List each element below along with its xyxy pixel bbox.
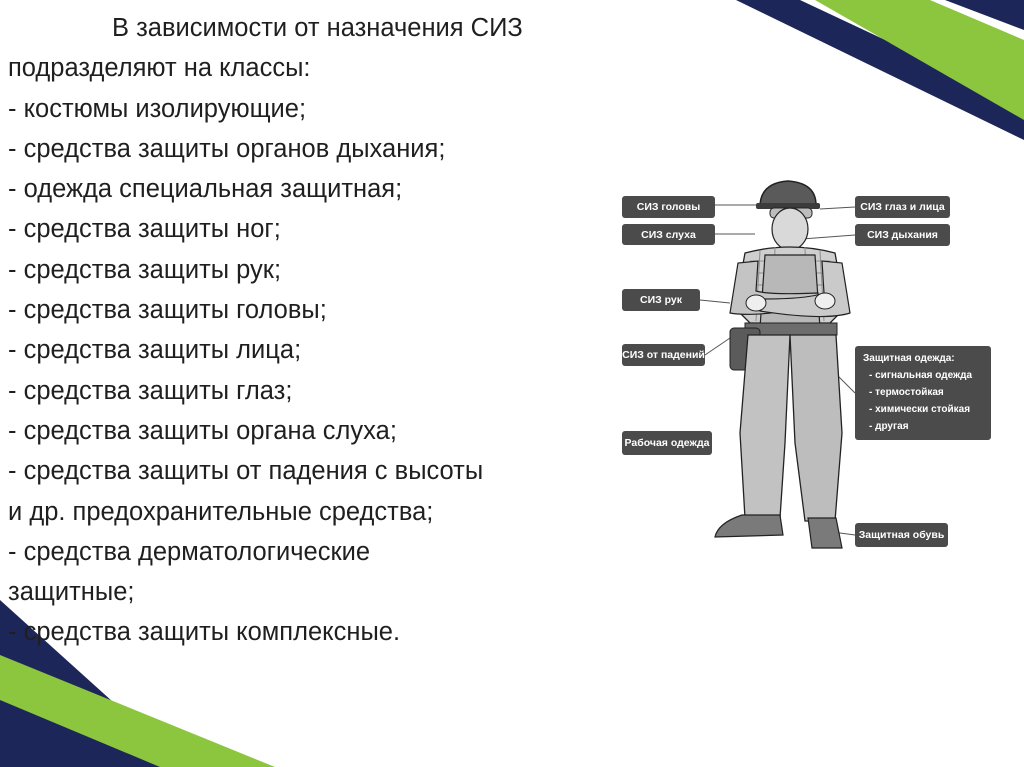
right-boot <box>808 518 842 548</box>
protective-clothing-item: - сигнальная одежда <box>869 370 973 381</box>
text-line: - костюмы изолирующие; <box>8 94 307 123</box>
text-line: защитные; <box>8 578 135 607</box>
protective-clothing-item: - другая <box>869 421 909 432</box>
text-line: - одежда специальная защитная; <box>8 175 403 204</box>
right-leg <box>790 335 842 521</box>
label-fall-ppe: СИЗ от падений <box>622 344 705 366</box>
ppe-classes-text <box>8 8 608 653</box>
label-workwear: Рабочая одежда <box>622 431 712 455</box>
text-line: - средства дерматологические <box>8 537 371 566</box>
ppe-worker-illustration <box>580 143 998 563</box>
text-line: и др. предохранительные средства; <box>8 497 434 526</box>
text-line: - средства защиты лица; <box>8 336 302 365</box>
protective-clothing-item: - термостойкая <box>869 387 944 398</box>
text-line: - средства защиты ног; <box>8 215 281 244</box>
text-line: - средства защиты глаз; <box>8 376 293 405</box>
label-head-ppe: СИЗ головы <box>622 196 715 218</box>
text-line: - средства защиты головы; <box>8 296 327 325</box>
protective-clothing-title: Защитная одежда: <box>863 353 955 364</box>
label-protective-clothing <box>855 346 991 440</box>
text-line: - средства защиты органа слуха; <box>8 416 397 445</box>
label-safety-footwear: Защитная обувь <box>855 523 948 547</box>
overalls-bib <box>760 255 820 328</box>
head <box>772 208 808 250</box>
text-line: В зависимости от назначения СИЗ <box>112 14 523 42</box>
protective-clothing-item: - химически стойкая <box>869 404 971 415</box>
label-hands-ppe: СИЗ рук <box>622 289 700 311</box>
left-leg <box>740 335 790 518</box>
text-line: - средства защиты рук; <box>8 255 282 284</box>
left-boot <box>715 515 783 537</box>
text-line: - средства защиты органов дыхания; <box>8 134 446 163</box>
text-line: - средства защиты от падения с высоты <box>8 457 484 486</box>
left-glove <box>815 293 835 309</box>
label-eyes-face-ppe: СИЗ глаз и лица <box>855 196 950 218</box>
right-glove <box>746 295 766 311</box>
text-line: - средства защиты комплексные. <box>8 618 401 647</box>
text-line: подразделяют на классы: <box>8 54 311 83</box>
label-hearing-ppe: СИЗ слуха <box>622 224 715 245</box>
label-breathing-ppe: СИЗ дыхания <box>855 224 950 246</box>
